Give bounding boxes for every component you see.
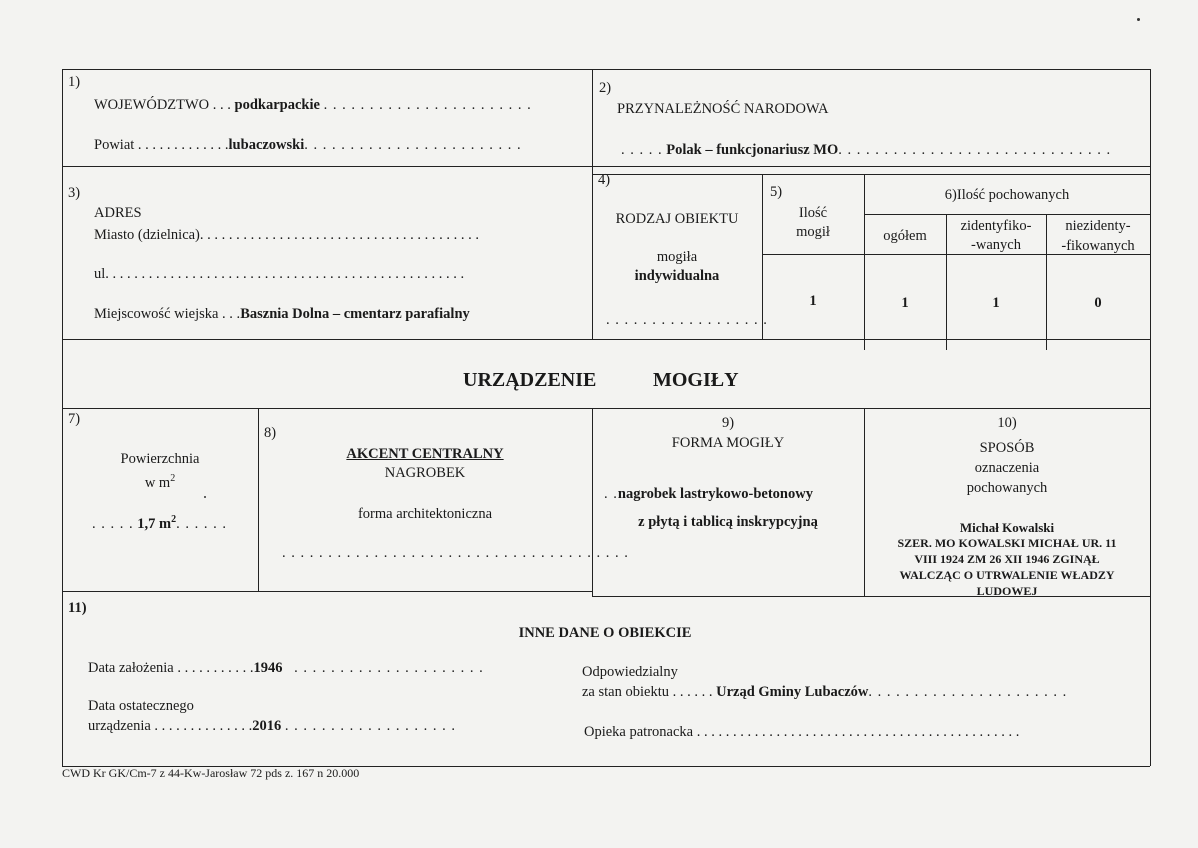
rodzaj-obiektu-value-2: indywidualna — [634, 268, 720, 284]
powiat-label: Powiat . . . . . . . . . . . . . — [94, 137, 229, 153]
form-border-left — [62, 69, 63, 766]
ilosc-mogil-label-2: mogił — [796, 224, 830, 240]
przynaleznosc-value: Polak – funkcjonariusz MO — [666, 142, 839, 158]
pochowanych-label: pochowanych — [966, 480, 1048, 496]
powiat-field — [94, 137, 522, 154]
ulica-field: ul. . . . . . . . . . . . . . . . . . . . . . . . . . . . . . . . . . . . . . . . . . . . . . . . . . — [94, 266, 465, 282]
odpowiedzialny-label: Odpowiedzialny — [582, 664, 678, 680]
forma-mogily-value-1 — [604, 486, 813, 503]
forma-mogily-label: FORMA MOGIŁY — [671, 435, 785, 451]
przynaleznosc-label: PRZYNALEŻNOŚĆ NARODOWA — [617, 101, 829, 117]
scan-speck — [1137, 18, 1140, 21]
data-urzadzenia-label: urządzenia . . . . . . . . . . . . . . — [88, 718, 253, 734]
inskrypcja-line-3: WALCZĄC O UTRWALENIE WŁADZY — [899, 568, 1115, 582]
field-7-number: 7) — [68, 411, 81, 427]
divider-h-row1 — [62, 166, 1150, 167]
forma-mogily-value-2: z płytą i tablicą inskrypcyjną — [638, 514, 818, 530]
wojewodztwo-dots: . . . . . . . . . . . . . . . . . . . . . . . — [323, 97, 532, 113]
col-niezidentyfikowanych-header-1: niezidenty- — [1065, 218, 1131, 234]
section-title-urzadzenie: URZĄDZENIE — [463, 369, 597, 391]
rodzaj-obiektu-label: RODZAJ OBIEKTU — [615, 211, 739, 227]
ilosc-pochowanych-title: 6)Ilość pochowanych — [944, 187, 1070, 203]
adres-label: ADRES — [94, 205, 142, 221]
field-10-number: 10) — [997, 415, 1017, 431]
powierzchnia-label-1: Powierzchnia — [120, 451, 200, 467]
forma-mogily-value-text-1: nagrobek lastrykowo-betonowy — [617, 486, 813, 502]
scan-speck — [204, 496, 206, 498]
przynaleznosc-dots: . . . . . . . . . . . . . . . . . . . . . . . . . . . . . . — [838, 142, 1112, 158]
data-zalozenia-dots: . . . . . . . . . . . . . . . . . . . . . — [294, 660, 484, 676]
divider-v-7-8 — [258, 408, 259, 591]
divider-v-1-2 — [592, 69, 593, 166]
odpowiedzialny-dots: . . . . . . . . . . . . . . . . . . . . . . — [868, 684, 1068, 700]
divider-h-row4 — [62, 591, 592, 592]
powierzchnia-tail-dots: . . . . . . — [176, 515, 227, 532]
data-ostatecznego-label: Data ostatecznego — [88, 698, 194, 714]
ilosc-mogil-label-1: Ilość — [798, 205, 828, 221]
odpowiedzialny-value: Urząd Gminy Lubaczów — [716, 684, 869, 700]
section-title-mogily: MOGIŁY — [653, 369, 739, 391]
rodzaj-obiektu-value-1: mogiła — [656, 249, 698, 265]
powiat-value: lubaczowski — [228, 137, 305, 153]
powierzchnia-label-2 — [62, 470, 258, 492]
oznaczenia-label: oznaczenia — [974, 460, 1040, 476]
ogolem-value: 1 — [901, 295, 909, 311]
divider-h-title-bottom — [62, 408, 1150, 409]
form-border-right — [1150, 69, 1151, 766]
ilosc-mogil-value: 1 — [809, 293, 817, 309]
divider-h-box45-top — [592, 174, 1150, 175]
field-9-number: 9) — [721, 415, 735, 431]
data-zalozenia-label: Data założenia . . . . . . . . . . . — [88, 660, 254, 676]
field-11-number: 11) — [68, 600, 87, 616]
wojewodztwo-field — [94, 97, 532, 114]
divider-h-box6-title — [864, 214, 1150, 215]
sposob-label: SPOSÓB — [979, 440, 1035, 456]
zidentyfikowanych-value: 1 — [992, 295, 1000, 311]
opieka-patronacka-field: Opieka patronacka . . . . . . . . . . . . . . . . . . . . . . . . . . . . . . . . . . . . . . . . . . . . . — [584, 724, 1020, 740]
inskrypcja-line-4: LUDOWEJ — [976, 584, 1038, 598]
col-niezidentyfikowanych-header-2: -fikowanych — [1061, 238, 1135, 254]
miejscowosc-field — [94, 306, 470, 323]
odpowiedzialny-label-2: za stan obiektu . . . . . . — [582, 684, 713, 700]
akcent-centralny-title: AKCENT CENTRALNY — [346, 446, 504, 462]
data-zalozenia-value: 1946 — [253, 660, 283, 676]
field-3-number: 3) — [68, 185, 81, 201]
powierzchnia-value-sup: 2 — [171, 514, 177, 525]
forma-architektoniczna-dots: . . . . . . . . . . . . . . . . . . . . . . . . . . . . . . . . . . . . . . — [282, 545, 629, 561]
pochowany-name: Michał Kowalski — [959, 520, 1055, 535]
field-2-number: 2) — [599, 80, 612, 96]
data-urzadzenia-dots: . . . . . . . . . . . . . . . . . . . — [284, 718, 457, 734]
col-ogolem-header: ogółem — [883, 228, 927, 244]
inskrypcja-line-1: SZER. MO KOWALSKI MICHAŁ UR. 11 — [897, 536, 1117, 550]
powierzchnia-field — [92, 511, 227, 533]
field-4-number: 4) — [598, 172, 611, 188]
powierzchnia-value: 1,7 m — [137, 515, 172, 532]
field-5-number: 5) — [770, 184, 783, 200]
rodzaj-obiektu-dots: . . . . . . . . . . . . . . . . . . — [606, 312, 768, 328]
powierzchnia-lead-dots: . . . . . — [92, 515, 134, 532]
forma-architektoniczna-label: forma architektoniczna — [357, 506, 493, 522]
przynaleznosc-field — [621, 142, 1111, 159]
divider-h-row2 — [62, 339, 1150, 340]
nagrobek-label: NAGROBEK — [384, 465, 466, 481]
miejscowosc-value: Basznia Dolna – cmentarz parafialny — [240, 306, 470, 322]
col-zidentyfikowanych-header-2: -wanych — [971, 237, 1021, 253]
col-zidentyfikowanych-header-1: zidentyfiko- — [960, 218, 1032, 234]
przynaleznosc-lead-dots: . . . . . — [621, 142, 663, 158]
forma-mogily-lead-dots: . . — [604, 486, 618, 502]
inne-dane-title: INNE DANE O OBIEKCIE — [518, 625, 692, 641]
data-urzadzenia-field — [88, 718, 456, 735]
wojewodztwo-value: podkarpackie — [234, 97, 320, 113]
data-zalozenia-field — [88, 660, 484, 677]
powierzchnia-unit: w m — [144, 474, 171, 491]
powierzchnia-unit-sup: 2 — [170, 473, 176, 484]
form-footer-code: CWD Kr GK/Cm-7 z 44-Kw-Jarosław 72 pds z. 167 n 20.000 — [62, 766, 360, 780]
powiat-dots: . . . . . . . . . . . . . . . . . . . . . . . . — [304, 137, 522, 153]
data-urzadzenia-value: 2016 — [252, 718, 282, 734]
miejscowosc-label: Miejscowość wiejska . . . — [94, 306, 241, 322]
field-1-number: 1) — [68, 74, 81, 90]
niezidentyfikowanych-value: 0 — [1094, 295, 1102, 311]
odpowiedzialny-field — [582, 684, 1067, 701]
wojewodztwo-label: WOJEWÓDZTWO . . . — [94, 97, 231, 113]
form-border-top — [62, 69, 1150, 70]
field-8-number: 8) — [264, 425, 277, 441]
inskrypcja-line-2: VIII 1924 ZM 26 XII 1946 ZGINĄŁ — [914, 552, 1100, 566]
miasto-field: Miasto (dzielnica). . . . . . . . . . . . . . . . . . . . . . . . . . . . . . . . . . . . . . . — [94, 227, 480, 243]
